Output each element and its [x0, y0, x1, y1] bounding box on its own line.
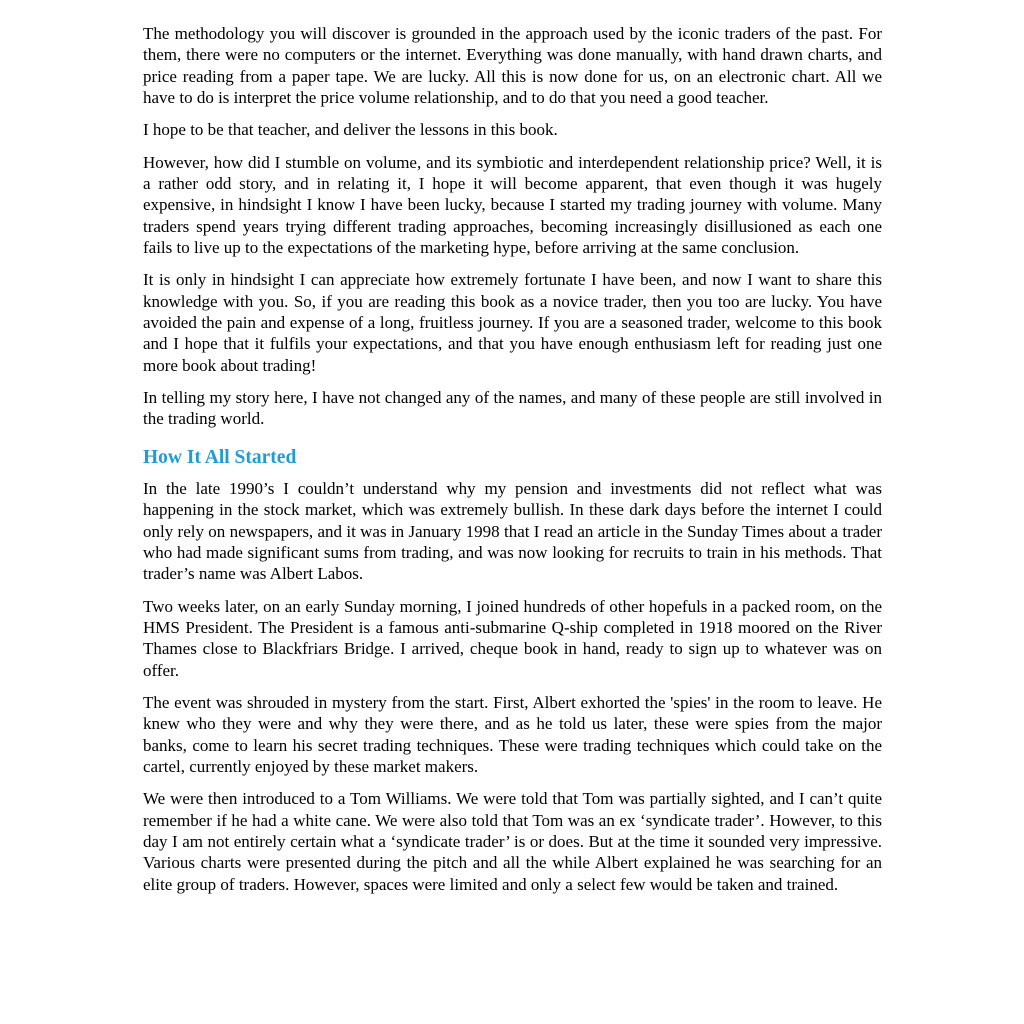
paragraph-late-1990s: In the late 1990’s I couldn’t understand why my pension and investments did not reflect what was happening in the stock market, which was extremely bullish. In these dark days before the internet I could only rely on newspapers, and it was in January 1998 that I read an article in the Sunday Times about a trader who had made significant sums from trading, and was now looking for recruits to train in his methods. That trader’s name was Albert Labos.	[143, 479, 882, 584]
paragraph-methodology: The methodology you will discover is grounded in the approach used by the iconic traders of the past. For them, there were no computers or the internet. Everything was done manually, with hand drawn charts, and price reading from a paper tape. We are lucky. All this is now done for us, on an electronic chart. All we have to do is interpret the price volume relationship, and to do that you need a good teacher.	[143, 24, 882, 107]
paragraph-teacher: I hope to be that teacher, and deliver the lessons in this book.	[143, 120, 558, 140]
section-heading: How It All Started	[143, 446, 297, 468]
paragraph-event-mystery: The event was shrouded in mystery from the start. First, Albert exhorted the 'spies' in the room to leave. He knew who they were and why they were there, and as he told us later, these were spies from the major banks, come to learn his secret trading techniques. These were trading techniques which could take on the cartel, currently enjoyed by these market makers.	[143, 692, 882, 776]
paragraph-stumble-on-volume: However, how did I stumble on volume, and its symbiotic and interdependent relationship price? Well, it is a rather odd story, and in relating it, I hope it will become apparent, that even though it was hugely expensive, in hindsight I know I have been lucky, because I started my trading journey with volume. Many traders spend years trying different trading approaches, becoming increasingly disillusioned as each one fails to live up to the expectations of the marketing hype, before arriving at the same conclusion.	[143, 152, 882, 257]
document-page	[143, 23, 882, 895]
paragraph-hindsight: It is only in hindsight I can appreciate how extremely fortunate I have been, and now I want to share this knowledge with you. So, if you are reading this book as a novice trader, then you too are lucky. You have avoided the pain and expense of a long, fruitless journey. If you are a seasoned trader, welcome to this book and I hope that it fulfils your expectations, and that you have enough enthusiasm left for reading just one more book about trading!	[143, 270, 882, 375]
paragraph-names-unchanged: In telling my story here, I have not changed any of the names, and many of these people are still involved in the trading world.	[143, 387, 882, 429]
paragraph-hms-president: Two weeks later, on an early Sunday morning, I joined hundreds of other hopefuls in a packed room, on the HMS President. The President is a famous anti-submarine Q-ship completed in 1918 moored on the River Thames close to Blackfriars Bridge. I arrived, cheque book in hand, ready to sign up to whatever was on offer.	[143, 596, 882, 680]
paragraph-tom-williams: We were then introduced to a Tom Williams. We were told that Tom was partially sighted, and I can’t quite remember if he had a white cane. We were also told that Tom was an ex ‘syndicate trader’. However, to this day I am not entirely certain what a ‘syndicate trader’ is or does. But at the time it sounded very impressive. Various charts were presented during the pitch and all the while Albert explained he was searching for an elite group of traders. However, spaces were limited and only a select few would be taken and trained.	[143, 789, 882, 894]
